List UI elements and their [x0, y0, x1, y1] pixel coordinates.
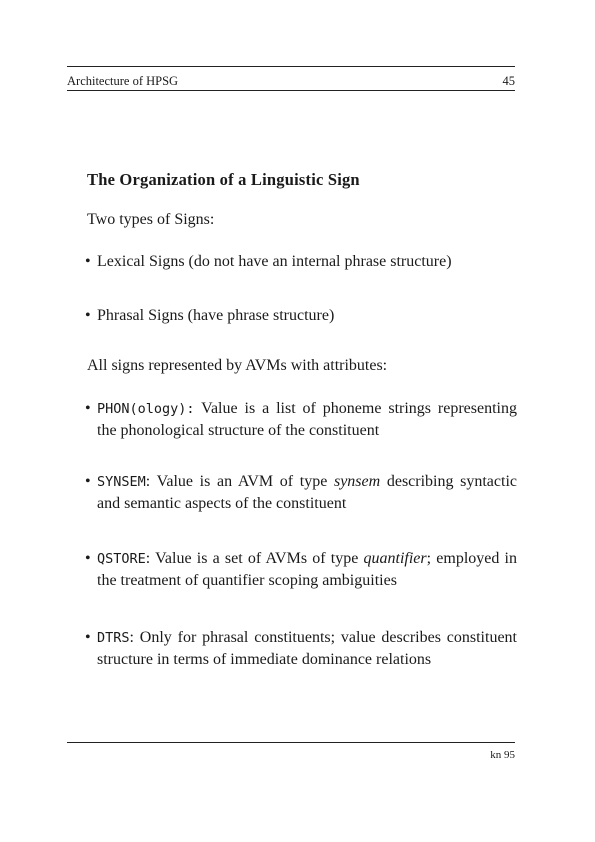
- attribute-name: DTRS: [97, 630, 130, 646]
- attribute-description: Value is an AVM of type: [150, 473, 334, 490]
- attribute-text: [97, 398, 517, 442]
- attribute-description: Value is a set of AVMs of type: [150, 550, 364, 567]
- attribute-description-rest: ; employed in the treatment of quantifier scoping ambiguities: [97, 550, 518, 589]
- attribute-qstore: [85, 548, 517, 592]
- page-title: The Organization of a Linguistic Sign: [87, 170, 360, 189]
- attribute-type: quantifier: [363, 550, 427, 567]
- list-item-text: Lexical Signs (do not have an internal phrase structure): [97, 253, 452, 270]
- bullet-icon: •: [85, 473, 91, 490]
- footer-label: kn 95: [490, 749, 515, 761]
- attribute-text: [97, 627, 517, 671]
- attribute-description-rest: describing syntactic and semantic aspects of the constituent: [97, 473, 518, 512]
- header-bottom-rule: [67, 90, 515, 91]
- sign-types-intro: Two types of Signs:: [87, 211, 215, 228]
- bullet-icon: •: [85, 629, 91, 646]
- running-header-title: Architecture of HPSG: [67, 74, 179, 88]
- bullet-icon: •: [85, 400, 91, 417]
- attribute-synsem: [85, 471, 517, 515]
- attribute-phon: [85, 398, 517, 442]
- attribute-separator: :: [186, 401, 195, 417]
- attribute-separator: :: [145, 550, 151, 567]
- attribute-name: PHON(ology): [97, 401, 187, 417]
- header-top-rule: [67, 66, 515, 67]
- attribute-separator: :: [129, 629, 134, 646]
- bullet-icon: •: [85, 307, 91, 324]
- attribute-dtrs: [85, 627, 517, 671]
- list-item-text: Phrasal Signs (have phrase structure): [97, 307, 335, 324]
- attribute-name: SYNSEM: [97, 474, 146, 490]
- list-item-lexical-signs: [85, 251, 517, 273]
- attribute-description: Value is a list of phoneme strings representing the phonological structure of the constituent: [97, 400, 517, 439]
- bullet-icon: •: [85, 253, 91, 270]
- attribute-type: synsem: [333, 473, 381, 490]
- page-number: 45: [502, 74, 515, 88]
- list-item-phrasal-signs: [85, 305, 517, 327]
- attributes-intro: All signs represented by AVMs with attributes:: [87, 357, 388, 374]
- footer-rule: [67, 742, 515, 743]
- attribute-name: QSTORE: [97, 551, 146, 567]
- attribute-separator: :: [145, 473, 151, 490]
- attribute-text: [97, 471, 517, 515]
- attribute-text: [97, 548, 517, 592]
- bullet-icon: •: [85, 550, 91, 567]
- attribute-description: Only for phrasal constituents; value describes constituent structure in terms of immediate dominance relations: [97, 629, 517, 668]
